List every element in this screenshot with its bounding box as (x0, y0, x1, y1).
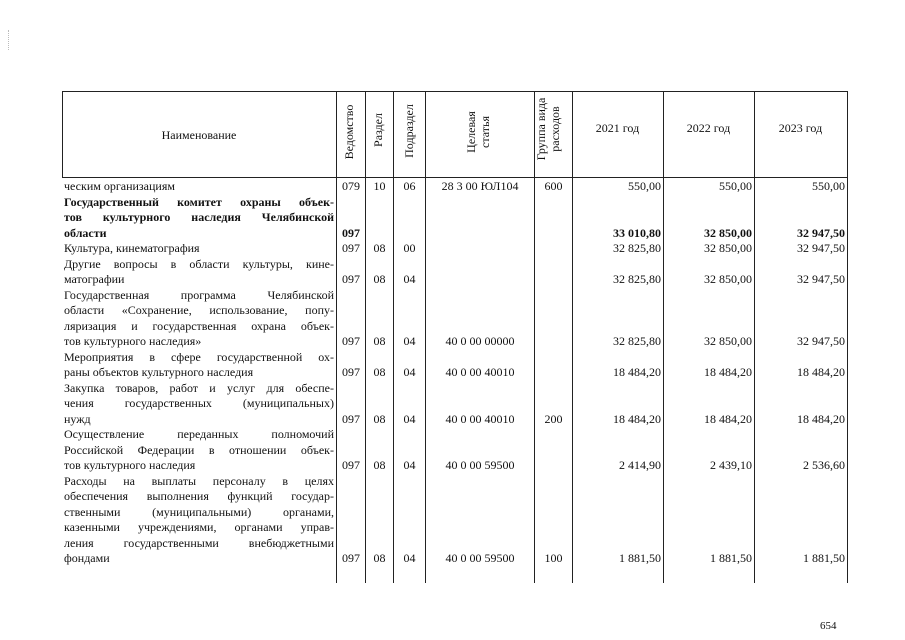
cell-ved: 097 (342, 551, 360, 565)
cell-y2023: 550,00 (812, 179, 845, 193)
header-razdel: Раздел (371, 113, 385, 147)
cell-y2021: 32 825,80 (613, 241, 661, 255)
cell-pod: 04 (403, 551, 416, 565)
body-line-pod (425, 178, 426, 583)
row-name-line: Государственный комитет охраны объек- (64, 194, 334, 209)
cell-raz: 08 (373, 411, 386, 426)
cell-raz: 08 (373, 272, 386, 286)
row-name-line: области «Сохранение, использование, попу- (64, 303, 334, 317)
body-line-2021 (663, 178, 664, 583)
col-line-name (336, 91, 337, 178)
cell-y2023: 32 947,50 (797, 334, 845, 348)
cell-y2022: 550,00 (719, 179, 752, 193)
cell-ved: 097 (342, 241, 360, 255)
header-2023: 2023 год (778, 121, 823, 135)
body-line-group (572, 178, 573, 583)
table-top-border (62, 91, 848, 92)
col-line-raz (393, 91, 394, 178)
row-name-line: нужд (64, 411, 91, 426)
cell-pod: 04 (403, 365, 416, 379)
cell-raz: 08 (373, 551, 386, 565)
header-podrazdel: Подраздел (402, 104, 416, 158)
row-name-line: Государственная программа Челябинской (64, 287, 334, 302)
cell-ved: 097 (342, 411, 360, 426)
cell-y2021: 33 010,80 (613, 225, 661, 240)
cell-raz: 08 (373, 458, 386, 472)
cell-ved: 097 (342, 225, 360, 240)
header-2021: 2021 год (595, 121, 640, 135)
cell-group: 200 (544, 411, 563, 426)
header-vedomstvo: Ведомство (342, 104, 356, 160)
body-line-ved (365, 178, 366, 583)
scan-margin-mark (8, 30, 10, 50)
row-name-line: Культура, кинематография (64, 241, 200, 255)
row-name-line: тов культурного наследия» (64, 334, 202, 348)
cell-y2023: 32 947,50 (797, 272, 845, 286)
cell-y2021: 32 825,80 (613, 334, 661, 348)
cell-y2022: 32 850,00 (704, 225, 752, 240)
row-name-line: Мероприятия в сфере государственной ох- (64, 349, 334, 364)
cell-raz: 08 (373, 365, 386, 379)
row-name-line: ственными (муниципальными) органами, (64, 504, 334, 519)
row-name-line: ления государственными внебюджетными (64, 535, 334, 550)
row-name-line: Закупка товаров, работ и услуг для обеспе- (64, 380, 334, 395)
row-name-line: обеспечения выполнения функций государ- (64, 489, 334, 503)
row-name-line: тов культурного наследия Челябинской (64, 210, 334, 224)
body-line-right (847, 178, 848, 583)
cell-y2022: 18 484,20 (704, 411, 752, 426)
cell-y2021: 2 414,90 (619, 458, 661, 472)
row-name-line: казенными учреждениями, органами управ- (64, 520, 334, 534)
cell-pod: 04 (403, 272, 416, 286)
cell-raz: 10 (373, 179, 386, 193)
header-2022: 2022 год (686, 121, 731, 135)
row-name-line: Расходы на выплаты персоналу в целях (64, 473, 334, 488)
cell-target: 40 0 00 59500 (445, 551, 515, 565)
header-target-2: статья (478, 116, 492, 148)
cell-y2022: 1 881,50 (710, 551, 752, 565)
cell-y2023: 2 536,60 (803, 458, 845, 472)
cell-y2022: 2 439,10 (710, 458, 752, 472)
page-number: 654 (820, 620, 837, 632)
header-group-2: расходов (548, 106, 562, 152)
cell-y2022: 32 850,00 (704, 241, 752, 255)
cell-y2023: 32 947,50 (797, 241, 845, 255)
header-group-1: Группа вида (534, 97, 548, 161)
header-target-1: Целевая (464, 111, 478, 153)
cell-pod: 04 (403, 334, 416, 348)
row-name-line: Российской Федерации в отношении объек- (64, 442, 334, 457)
col-line-pod (425, 91, 426, 178)
row-name-line: ляризация и государственная охрана объек- (64, 318, 334, 333)
cell-group: 100 (544, 551, 563, 565)
cell-raz: 08 (373, 334, 386, 348)
row-name-line: ческим организациям (64, 179, 175, 193)
cell-y2021: 550,00 (628, 179, 661, 193)
header-bottom-border (62, 177, 848, 178)
cell-ved: 079 (342, 179, 360, 193)
col-line-ved (365, 91, 366, 178)
cell-target: 40 0 00 00000 (445, 334, 515, 348)
cell-pod: 04 (403, 458, 416, 472)
body-line-2022 (754, 178, 755, 583)
cell-group: 600 (544, 179, 563, 193)
cell-target: 40 0 00 59500 (445, 458, 515, 472)
cell-y2022: 32 850,00 (704, 272, 752, 286)
row-name-line: чения государственных (муниципальных) (64, 396, 334, 410)
cell-ved: 097 (342, 334, 360, 348)
cell-y2023: 18 484,20 (797, 365, 845, 379)
cell-y2021: 18 484,20 (613, 411, 661, 426)
cell-target: 40 0 00 40010 (445, 411, 515, 426)
row-name-line: тов культурного наследия (64, 458, 196, 472)
body-line-raz (393, 178, 394, 583)
header-name: Наименование (161, 128, 237, 142)
cell-y2021: 1 881,50 (619, 551, 661, 565)
cell-target: 40 0 00 40010 (445, 365, 515, 379)
cell-y2022: 18 484,20 (704, 365, 752, 379)
cell-ved: 097 (342, 458, 360, 472)
cell-pod: 06 (403, 179, 416, 193)
cell-target: 28 3 00 ЮЛ104 (441, 179, 519, 193)
row-name-line: матографии (64, 272, 125, 286)
cell-pod: 00 (403, 241, 416, 255)
row-name-line: фондами (64, 551, 110, 565)
cell-ved: 097 (342, 272, 360, 286)
row-name-line: области (64, 225, 107, 240)
body-line-target (534, 178, 535, 583)
cell-raz: 08 (373, 241, 386, 255)
cell-y2021: 32 825,80 (613, 272, 661, 286)
row-name-line: Осуществление переданных полномочий (64, 427, 334, 441)
row-name-line: Другие вопросы в области культуры, кине- (64, 256, 334, 271)
cell-y2023: 18 484,20 (797, 411, 845, 426)
cell-pod: 04 (403, 411, 416, 426)
col-line-right (847, 91, 848, 178)
cell-y2022: 32 850,00 (704, 334, 752, 348)
row-name-line: раны объектов культурного наследия (64, 365, 254, 379)
cell-y2023: 1 881,50 (803, 551, 845, 565)
cell-y2023: 32 947,50 (797, 225, 845, 240)
cell-y2021: 18 484,20 (613, 365, 661, 379)
cell-ved: 097 (342, 365, 360, 379)
